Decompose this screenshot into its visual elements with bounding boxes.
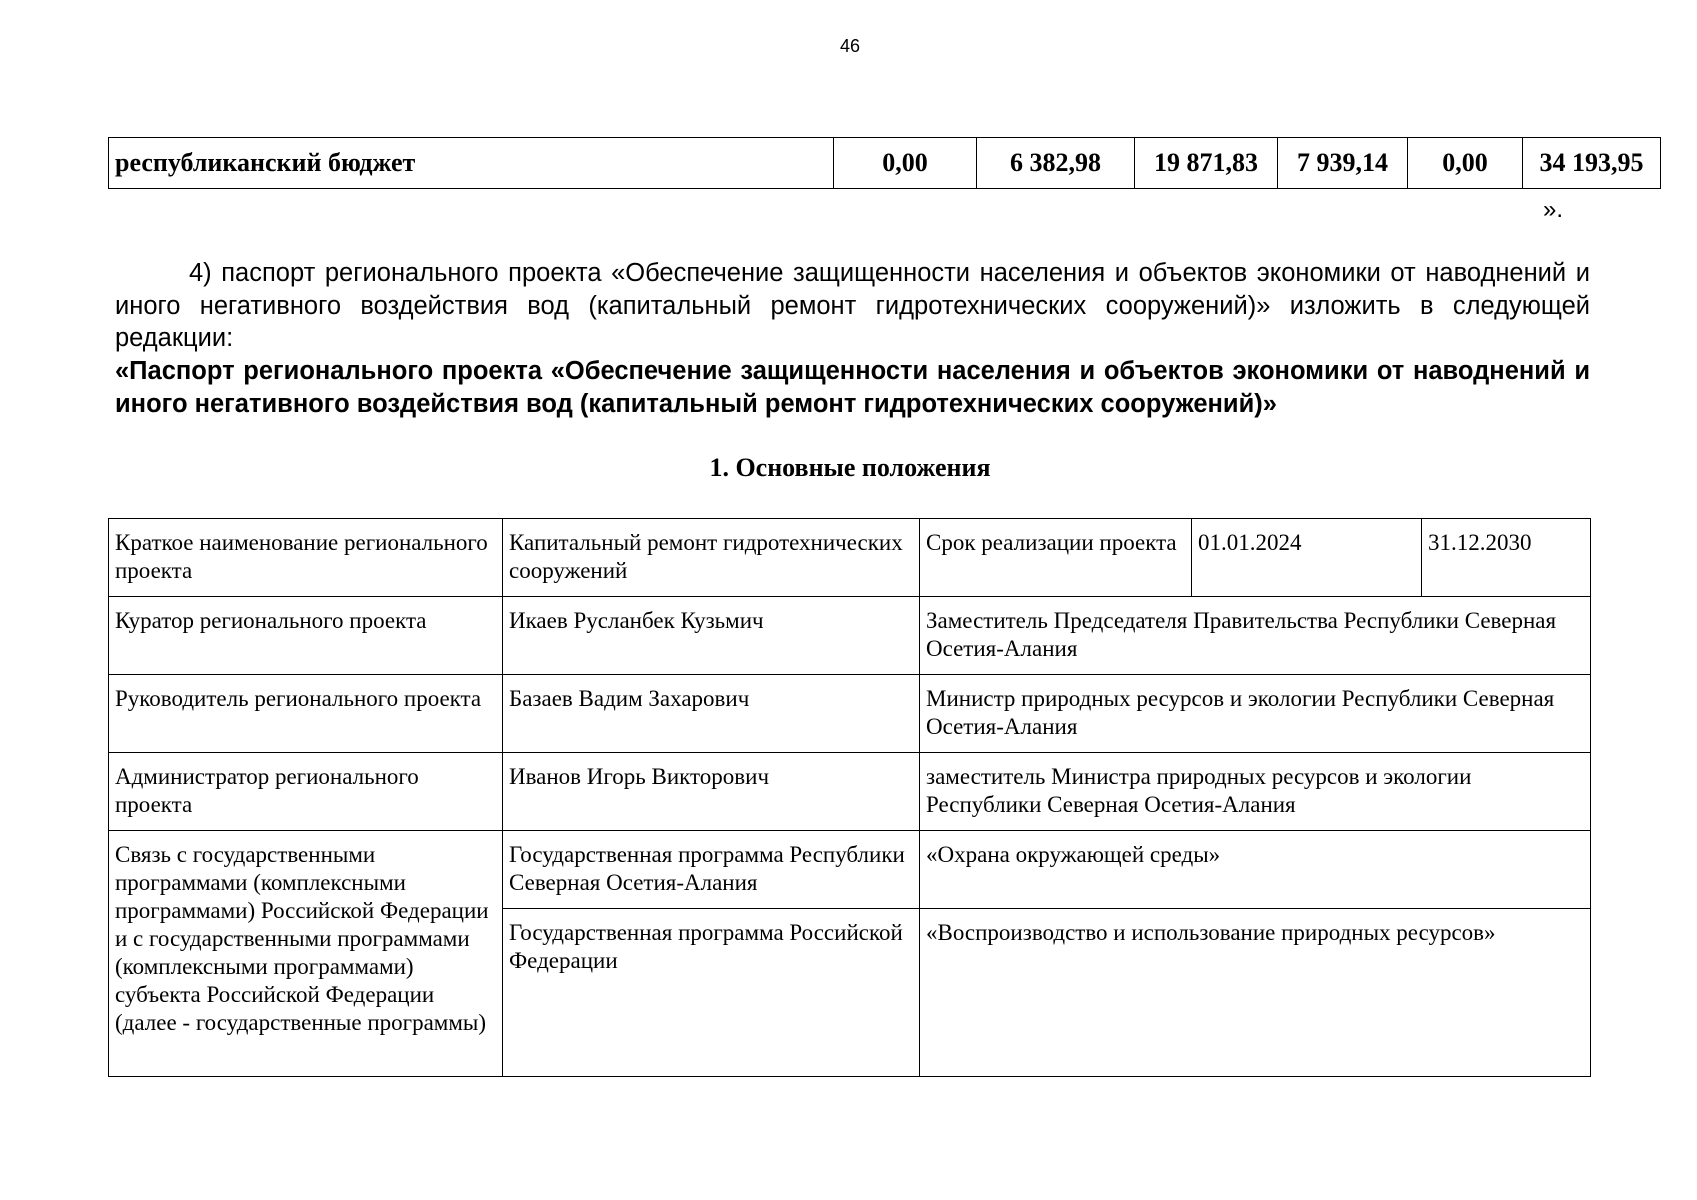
budget-row-label: республиканский бюджет bbox=[109, 138, 834, 189]
table-row bbox=[109, 138, 1661, 189]
passport-title: «Паспорт регионального проекта «Обеспечение защищенности населения и объектов экономики от наводнений и иного негативного воздействия вод (капитальный ремонт гидротехнических сооружений)» bbox=[115, 357, 1590, 418]
head-position: Министр природных ресурсов и экологии Республики Северная Осетия-Алания bbox=[920, 675, 1591, 753]
table-row bbox=[109, 675, 1591, 753]
table-row bbox=[109, 753, 1591, 831]
term-start: 01.01.2024 bbox=[1192, 519, 1422, 597]
budget-value-cell: 7 939,14 bbox=[1278, 138, 1408, 189]
table-row bbox=[109, 597, 1591, 675]
program-regional-value: «Охрана окружающей среды» bbox=[920, 831, 1591, 909]
term-end: 31.12.2030 bbox=[1422, 519, 1591, 597]
budget-value-cell: 0,00 bbox=[1408, 138, 1523, 189]
curator-name: Икаев Русланбек Кузьмич bbox=[503, 597, 920, 675]
section-title: 1. Основные положения bbox=[709, 453, 991, 482]
admin-label: Администратор регионального проекта bbox=[109, 753, 503, 831]
budget-value-cell: 0,00 bbox=[834, 138, 977, 189]
curator-label: Куратор регионального проекта bbox=[109, 597, 503, 675]
budget-table bbox=[108, 137, 1661, 189]
short-name-value: Капитальный ремонт гидротехнических сооружений bbox=[503, 519, 920, 597]
page-number: 46 bbox=[839, 36, 861, 56]
amendment-paragraph: 4) паспорт регионального проекта «Обеспечение защищенности населения и объектов экономики от наводнений и иного негативного воздействия вод (капитальный ремонт гидротехнических сооружений)» изложить в следующей редакции: bbox=[115, 259, 1590, 352]
main-provisions-table bbox=[108, 518, 1591, 1077]
table-row bbox=[109, 519, 1591, 597]
head-label: Руководитель регионального проекта bbox=[109, 675, 503, 753]
admin-name: Иванов Игорь Викторович bbox=[503, 753, 920, 831]
program-federal-label: Государственная программа Российской Федерации bbox=[503, 909, 920, 1077]
table-row bbox=[109, 831, 1591, 909]
budget-value-cell: 19 871,83 bbox=[1135, 138, 1278, 189]
closing-quote: ». bbox=[1543, 196, 1564, 223]
term-label: Срок реализации проекта bbox=[920, 519, 1192, 597]
program-federal-value: «Воспроизводство и использование природных ресурсов» bbox=[920, 909, 1591, 1077]
programs-label: Связь с государственными программами (комплексными программами) Российской Федерации и с государственными программами (комплексными программами) субъекта Российской Федерации (далее - государственные программы) bbox=[109, 831, 503, 1077]
curator-position: Заместитель Председателя Правительства Республики Северная Осетия-Алания bbox=[920, 597, 1591, 675]
admin-position: заместитель Министра природных ресурсов и экологии Республики Северная Осетия-Алания bbox=[920, 753, 1591, 831]
head-name: Базаев Вадим Захарович bbox=[503, 675, 920, 753]
program-regional-label: Государственная программа Республики Северная Осетия-Алания bbox=[503, 831, 920, 909]
budget-total-cell: 34 193,95 bbox=[1523, 138, 1661, 189]
short-name-label: Краткое наименование регионального проекта bbox=[109, 519, 503, 597]
budget-value-cell: 6 382,98 bbox=[977, 138, 1135, 189]
